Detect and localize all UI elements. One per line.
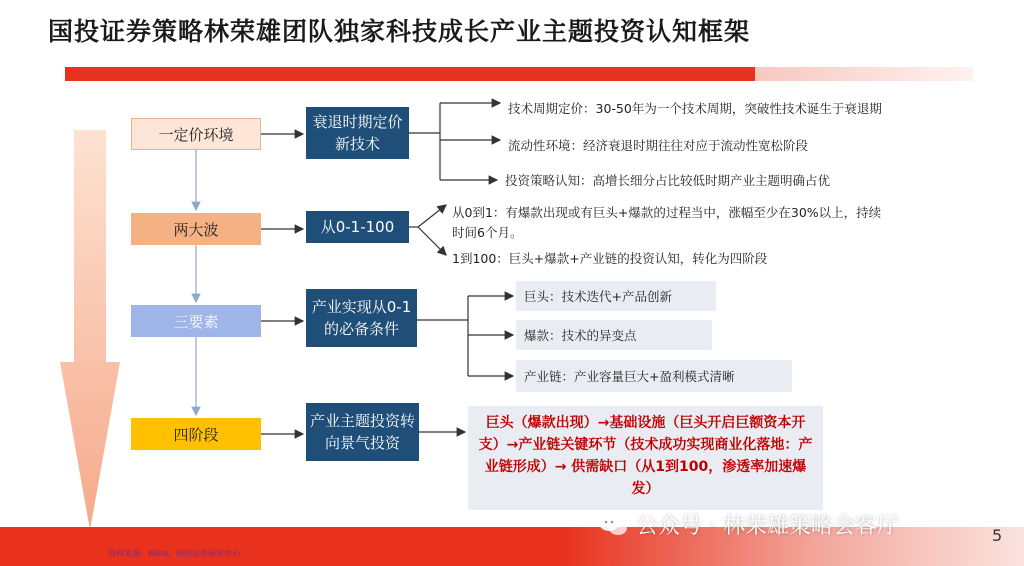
stage-two-waves: 两大波 [131,213,261,245]
source-note: 资料来源：Wind，国投证券研究中心 [108,549,241,558]
stage-three-elements: 三要素 [131,305,261,337]
detail-investment-strategy: 投资策略认知：高增长细分占比较低时期产业主题明确占优 [505,173,831,188]
concept-box-theme-to-prosperity: 产业主题投资转向景气投资 [306,403,419,461]
watermark [598,509,899,540]
wechat-icon [598,513,628,537]
concept-box-necessary-conditions: 产业实现从0-1的必备条件 [306,289,417,347]
detail-four-phases-path: 巨头（爆款出现）→基础设施（巨头开启巨额资本开支）→产业链关键环节（技术成功实现商业化落地：产业链形成）→ 供需缺口（从1到100，渗透率加速爆发） [468,406,823,510]
concept-box-recession-pricing: 衰退时期定价新技术 [306,107,409,159]
detail-liquidity-environment: 流动性环境：经济衰退时期往往对应于流动性宽松阶段 [508,138,809,153]
detail-tech-cycle-pricing: 技术周期定价：30-50年为一个技术周期，突破性技术诞生于衰退期 [508,101,882,116]
stage-pricing-environment: 一定价环境 [131,118,261,150]
detail-one-to-hundred: 1到100：巨头+爆款+产业链的投资认知，转化为四阶段 [452,251,768,266]
detail-industry-chain: 产业链：产业容量巨大+盈利模式清晰 [516,360,792,392]
stage-four-phases: 四阶段 [131,418,261,450]
detail-giant: 巨头：技术迭代+产品创新 [516,281,716,311]
page-number: 5 [992,526,1003,545]
page-title: 国投证券策略林荣雄团队独家科技成长产业主题投资认知框架 [48,17,751,46]
detail-zero-to-one: 从0到1：有爆款出现或有巨头+爆款的过程当中，涨幅至少在30%以上，持续时间6个月。 [452,205,882,240]
detail-hit-product: 爆款：技术的异变点 [516,320,712,350]
concept-box-0-1-100: 从0-1-100 [306,211,409,243]
watermark-text: 公众号 · 林荣雄策略会客厅 [636,514,899,539]
